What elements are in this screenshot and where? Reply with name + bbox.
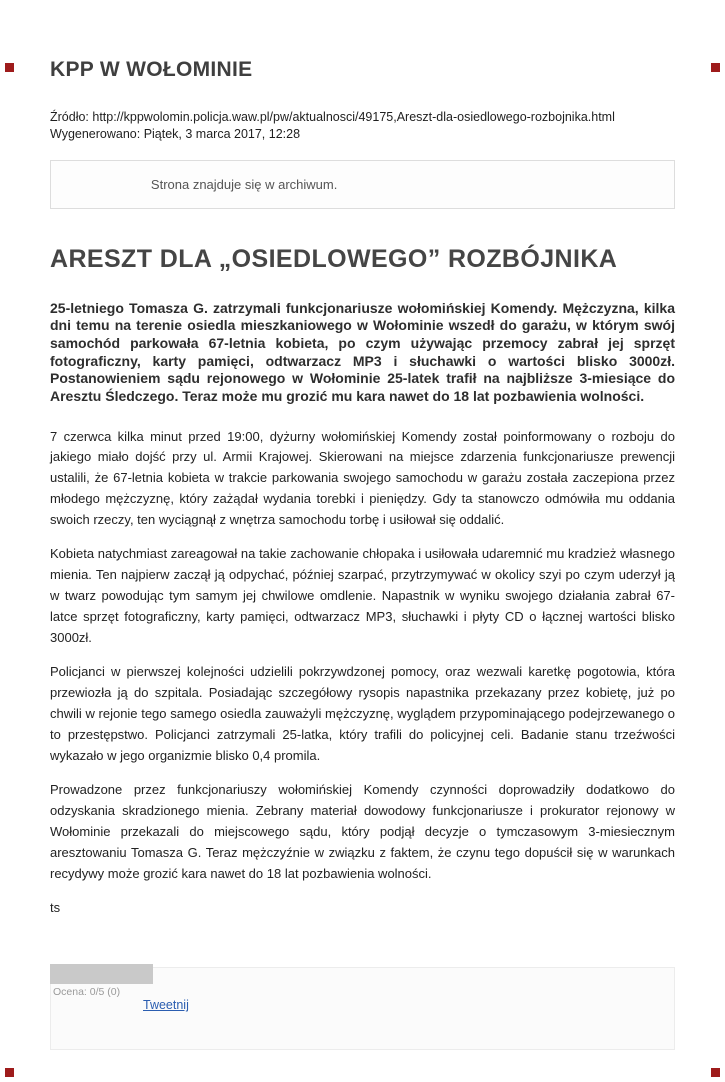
generated-line: Wygenerowano: Piątek, 3 marca 2017, 12:28 (50, 126, 301, 141)
page-title: KPP W WOŁOMINIE (50, 58, 253, 81)
crop-mark-top-right (711, 63, 720, 72)
article-signature: ts (50, 900, 61, 916)
article-paragraph-1: 7 czerwca kilka minut przed 19:00, dyżurny wołomińskiej Komendy został poinformowany o rozboju do jakiego miało dojść przy ul. Armii Krajowej. Skierowani na miejsce zdarzenia funkcjonariusze prewencji ustalili, że 67-letnia kobieta w trakcie parkowania swojego samochodu w garażu została zaczepiona przez młodego mężczyznę, który zażądał wydania torebki i pieniędzy. Gdy ta stanowczo odmówiła mu oddania swoich rzeczy, ten wyciągnął z wnętrza samochodu torbę i usiłował się oddalić. (50, 428, 675, 527)
archive-notice-box (50, 160, 675, 209)
crop-mark-bottom-left (5, 1068, 14, 1077)
tweet-button[interactable]: Tweetnij (143, 998, 189, 1013)
article-paragraph-2: Kobieta natychmiast zareagował na takie zachowanie chłopaka i usiłowała udaremnić mu kradzież własnego mienia. Ten najpierw zaczął ją odpychać, później szarpać, przytrzymywać w okolicy szyi po czym uderzył ją w twarz powodując tym samym jej chwilowe omdlenie. Napastnik w wyniku swojego działania zabrał 67-latce sprzęt fotograficzny, karty pamięci, odtwarzacz MP3, słuchawki i płyty CD o łącznej wartości blisko 3000zł. (50, 546, 675, 645)
rating-widget-placeholder (50, 964, 153, 984)
page (0, 58, 725, 1082)
rating-text: Ocena: 0/5 (0) (53, 986, 121, 999)
article-paragraph-3: Policjanci w pierwszej kolejności udzielili pokrzywdzonej pomocy, oraz wezwali karetkę pogotowia, która przewiozła ją do szpitala. Posiadając szczegółowy rysopis napastnika przekazany przez kobietę, już po chwili w rejonie tego samego osiedla zauważyli mężczyznę, wyglądem przypominającego podejrzewanego o to przestępstwo. Policjanci zatrzymali 25-latka, który trafili do policyjnej celi. Badanie stanu trzeźwości wykazało w jego organizmie blisko 0,4 promila. (50, 664, 675, 763)
archive-notice-text: Strona znajduje się w archiwum. (150, 176, 338, 192)
crop-mark-bottom-right (711, 1068, 720, 1077)
source-line: Źródło: http://kppwolomin.policja.waw.pl/pw/aktualnosci/49175,Areszt-dla-osiedlowego-rozbojnika.html (50, 110, 615, 124)
crop-mark-top-left (5, 63, 14, 72)
article-paragraph-4: Prowadzone przez funkcjonariuszy wołomińskiej Komendy czynności doprowadziły dodatkowo do odzyskania skradzionego mienia. Zebrany materiał dowodowy funkcjonariusze i prokurator rejonowy w Wołominie przekazali do miejscowego sądu, który podjął decyzje o tymczasowym 3-miesiecznym aresztowaniu Tomasza G. Teraz mężczyźnie w związku z faktem, że czynu tego dopuścił się w warunkach recydywy może grozić kara nawet do 18 lat pozbawienia wolności. (50, 782, 675, 881)
article-lead: 25-letniego Tomasza G. zatrzymali funkcjonariusze wołomińskiej Komendy. Mężczyzna, kilka dni temu na terenie osiedla mieszkaniowego w Wołominie wszedł do garażu, w którym swój samochód parkowała 67-letnia kobieta, po czym używając przemocy zabrał jej sprzęt fotograficzny, karty pamięci, odtwarzacz MP3 i słuchawki o wartości blisko 3000zł. Postanowieniem sądu rejonowego w Wołominie 25-latek trafił na najbliższe 3-miesiące do Aresztu Śledczego. Teraz może mu grozić mu kara nawet do 18 lat pozbawienia wolności. (50, 299, 675, 404)
rating-share-box (50, 967, 675, 1050)
document-meta (50, 109, 675, 143)
content-area (0, 58, 725, 1050)
article-heading: ARESZT DLA „OSIEDLOWEGO” ROZBÓJNIKA (50, 244, 618, 273)
